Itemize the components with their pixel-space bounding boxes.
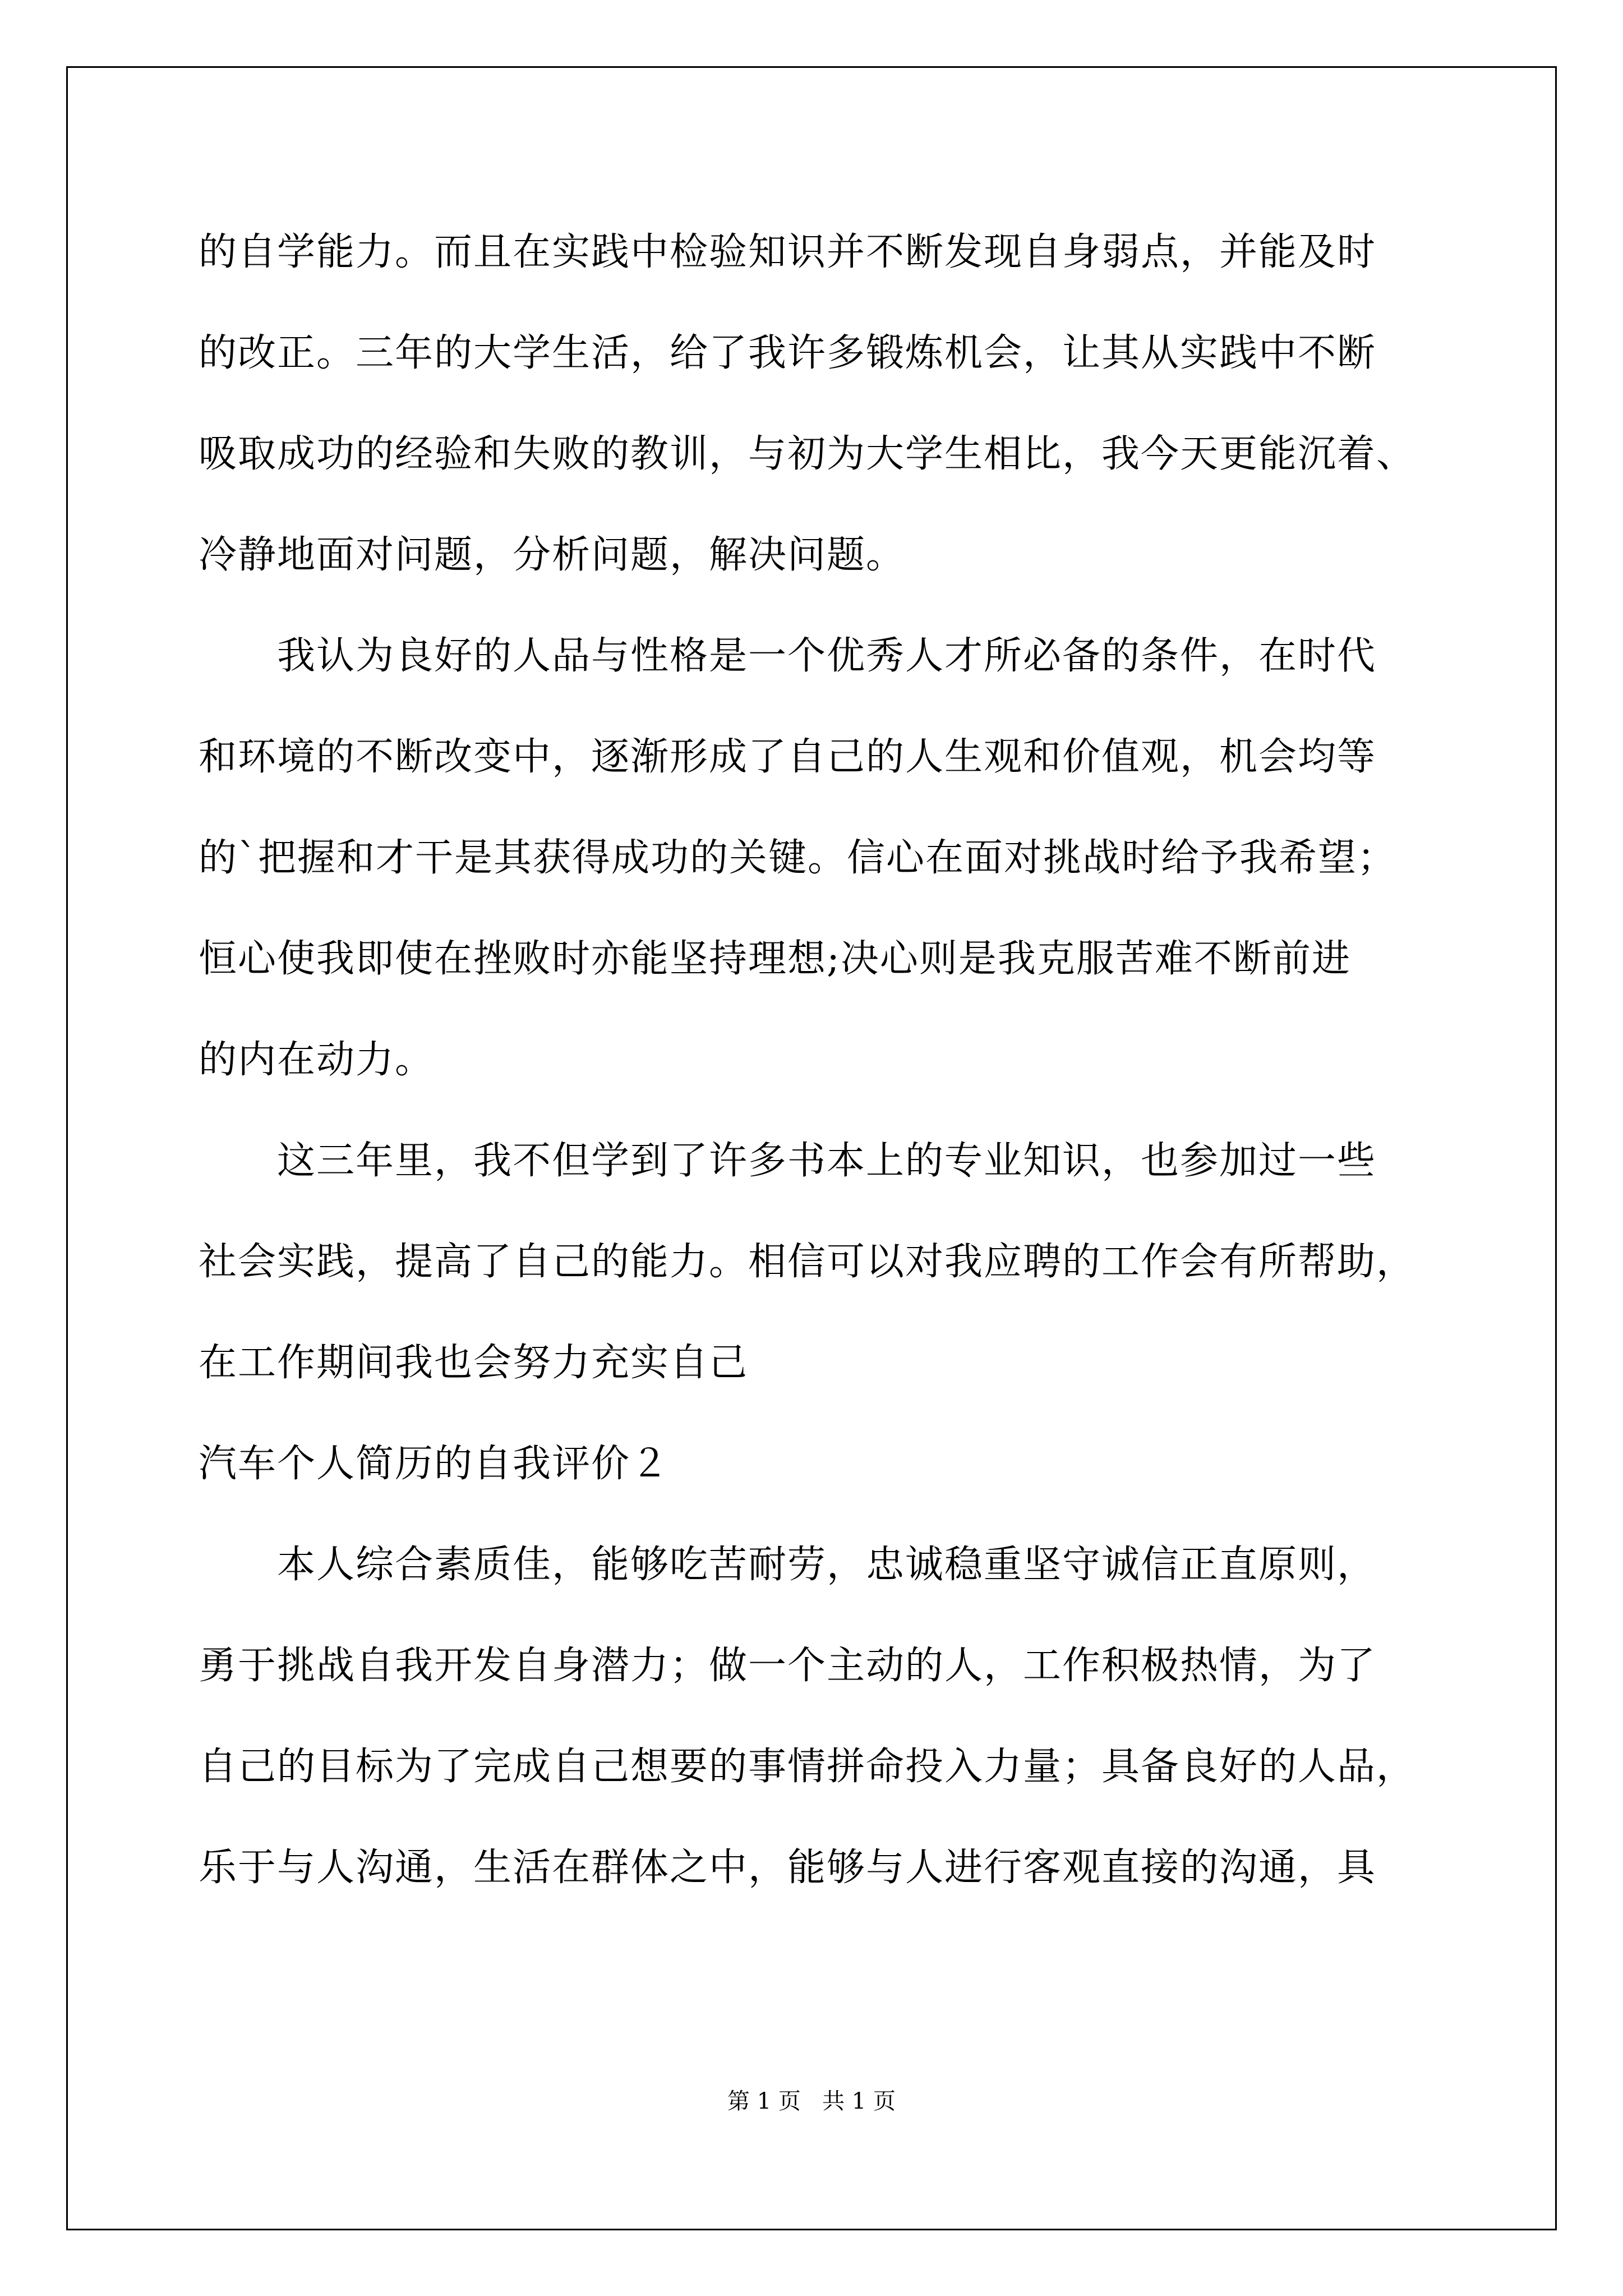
paragraph-first-line: 这三年里，我不但学到了许多书本上的专业知识，也参加过一些 [277,1139,1377,1183]
text-line: 的改正。三年的大学生活，给了我许多锻炼机会，让其从实践中不断 [199,331,1377,375]
text-line: 的`把握和才干是其获得成功的关键。信心在面对挑战时给予我希望； [199,836,1397,880]
paragraph-first-line: 本人综合素质佳，能够吃苦耐劳，忠诚稳重坚守诚信正直原则， [277,1543,1377,1587]
text-line: 吸取成功的经验和失败的教训，与初为大学生相比，我今天更能沉着、 [199,432,1416,476]
text-line: 的自学能力。而且在实践中检验知识并不断发现自身弱点，并能及时 [199,230,1377,274]
text-line: 的内在动力。 [199,1038,435,1082]
paragraph-first-line: 我认为良好的人品与性格是一个优秀人才所必备的条件，在时代 [277,634,1377,678]
text-line: 勇于挑战自我开发自身潜力；做一个主动的人，工作积极热情，为了 [199,1644,1377,1688]
page-footer: 第 1 页 共 1 页 [727,2088,896,2114]
text-line: 在工作期间我也会努力充实自己 [199,1341,749,1385]
text-line: 自己的目标为了完成自己想要的事情拼命投入力量；具备良好的人品， [199,1745,1416,1789]
text-line: 冷静地面对问题，分析问题，解决问题。 [199,533,906,577]
text-line: 和环境的不断改变中，逐渐形成了自己的人生观和价值观，机会均等 [199,735,1377,779]
text-line: 乐于与人沟通，生活在群体之中，能够与人进行客观直接的沟通，具 [199,1846,1377,1890]
text-line: 恒心使我即使在挫败时亦能坚持理想;决心则是我克服苦难不断前进 [199,937,1351,981]
section-heading: 汽车个人简历的自我评价２ [199,1442,670,1486]
text-line: 社会实践，提高了自己的能力。相信可以对我应聘的工作会有所帮助， [199,1240,1416,1284]
